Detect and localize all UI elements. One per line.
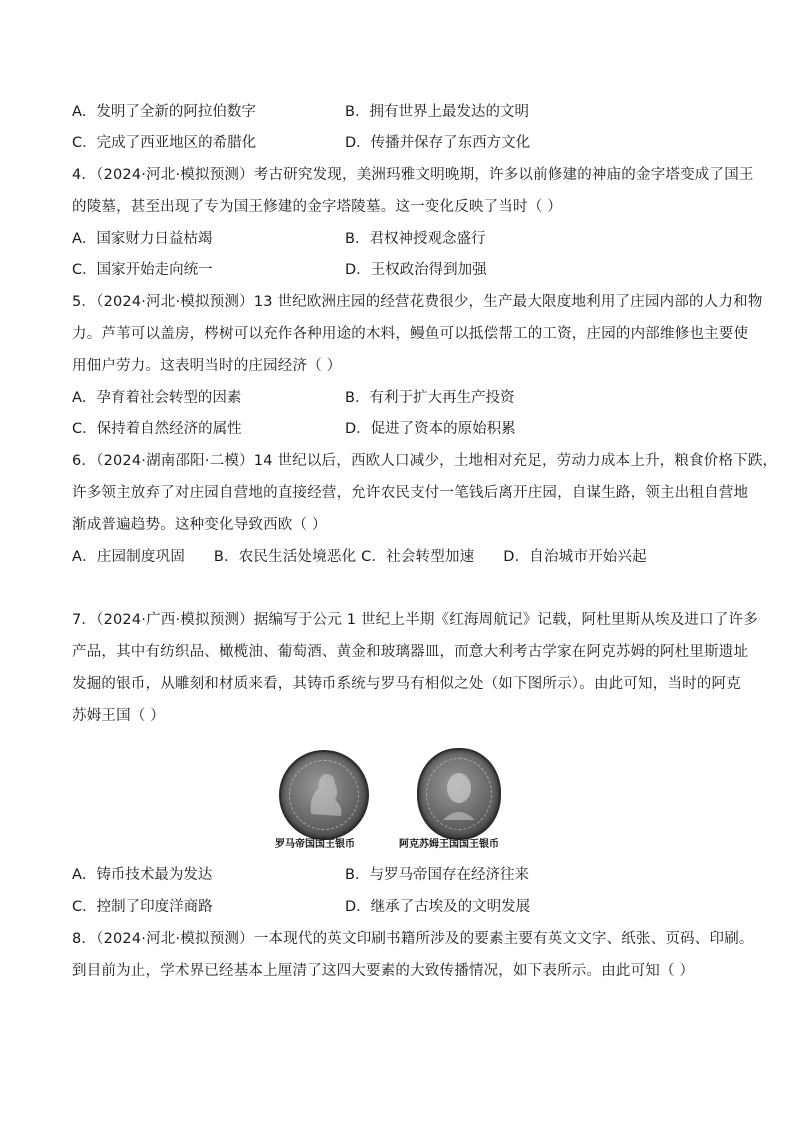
- roman-coin-image: [279, 750, 369, 840]
- q6-stem-line-2: 许多领主放弃了对庄园自营地的直接经营，允许农民支付一笔钱后离开庄园，自谋生路，领主出租自营地: [72, 485, 749, 501]
- emperor-bust-icon: [281, 752, 367, 838]
- q7-stem-line-3: 发掘的银币，从雕刻和材质来看，其铸币系统与罗马有相似之处（如下图所示）。由此可知，当时的阿克: [72, 676, 741, 692]
- q5-stem-line-2: 力。芦苇可以盖房，梣树可以充作各种用途的木料，鳗鱼可以抵偿帮工的工资，庄园的内部维修也主要使: [72, 326, 749, 342]
- q4-stem-line-2: 的陵墓，甚至出现了专为国王修建的金字塔陵墓。这一变化反映了当时（ ）: [72, 199, 562, 215]
- q3-option-b: B．拥有世界上最发达的文明: [345, 104, 529, 120]
- q5-option-c: C．保持着自然经济的属性: [72, 421, 242, 437]
- q5-option-b: B．有利于扩大再生产投资: [345, 390, 515, 406]
- q7-stem-line-2: 产品，其中有纺织品、橄榄油、葡萄酒、黄金和玻璃器皿，而意大利考古学家在阿克苏姆的阿杜里斯遗址: [72, 644, 749, 660]
- q7-option-c: C．控制了印度洋商路: [72, 899, 213, 915]
- q7-stem-line-1: 7．（2024·广西·模拟预测）据编写于公元 1 世纪上半期《红海周航记》记载，阿杜里斯从埃及进口了许多: [72, 612, 758, 628]
- q3-option-a: A．发明了全新的阿拉伯数字: [72, 104, 256, 120]
- q8-stem-line-2: 到目前为止，学术界已经基本上厘清了这四大要素的大致传播情况，如下表所示。由此可知（ ）: [72, 963, 695, 979]
- coin-figure: [275, 748, 525, 858]
- q7-option-d: D．继承了古埃及的文明发展: [345, 899, 531, 915]
- q3-option-d: D．传播并保存了东西方文化: [345, 135, 531, 151]
- roman-coin-caption: 罗马帝国国王银币: [275, 839, 355, 850]
- q7-option-a: A．铸币技术最为发达: [72, 867, 213, 883]
- q3-option-c: C．完成了西亚地区的希腊化: [72, 135, 257, 151]
- q5-stem-line-1: 5．（2024·河北·模拟预测）13 世纪欧洲庄园的经营花费很少，生产最大限度地利用了庄园内部的人力和物: [72, 294, 763, 310]
- q6-stem-line-3: 渐成普遍趋势。这种变化导致西欧（ ）: [72, 517, 327, 533]
- q4-option-b: B．君权神授观念盛行: [345, 231, 486, 247]
- aksum-coin-caption: 阿克苏姆王国国王银币: [399, 839, 499, 850]
- q7-stem-line-4: 苏姆王国（ ）: [72, 708, 166, 724]
- q7-option-b: B．与罗马帝国存在经济往来: [345, 867, 529, 883]
- q5-option-a: A．孕育着社会转型的因素: [72, 390, 242, 406]
- q4-option-d: D．王权政治得到加强: [345, 262, 487, 278]
- q6-stem-line-1: 6．（2024·湖南邵阳·二模）14 世纪以后，西欧人口减少，土地相对充足，劳动力成本上升，粮食价格下跌，: [72, 453, 778, 469]
- q8-stem-line-1: 8．（2024·河北·模拟预测）一本现代的英文印刷书籍所涉及的要素主要有英文文字、纸张、页码、印刷。: [72, 931, 754, 947]
- aksum-coin-image: [417, 748, 501, 840]
- q4-stem-line-1: 4．（2024·河北·模拟预测）考古研究发现，美洲玛雅文明晚期，许多以前修建的神庙的金字塔变成了国王: [72, 167, 754, 183]
- q4-option-a: A．国家财力日益枯竭: [72, 231, 213, 247]
- q5-option-d: D．促进了资本的原始积累: [345, 421, 516, 437]
- q6-options: A．庄园制度巩固 B．农民生活处境恶化 C．社会转型加速 D．自治城市开始兴起: [72, 549, 647, 565]
- king-portrait-icon: [419, 750, 499, 838]
- q4-option-c: C．国家开始走向统一: [72, 262, 213, 278]
- q5-stem-line-3: 用佃户劳力。这表明当时的庄园经济（ ）: [72, 358, 342, 374]
